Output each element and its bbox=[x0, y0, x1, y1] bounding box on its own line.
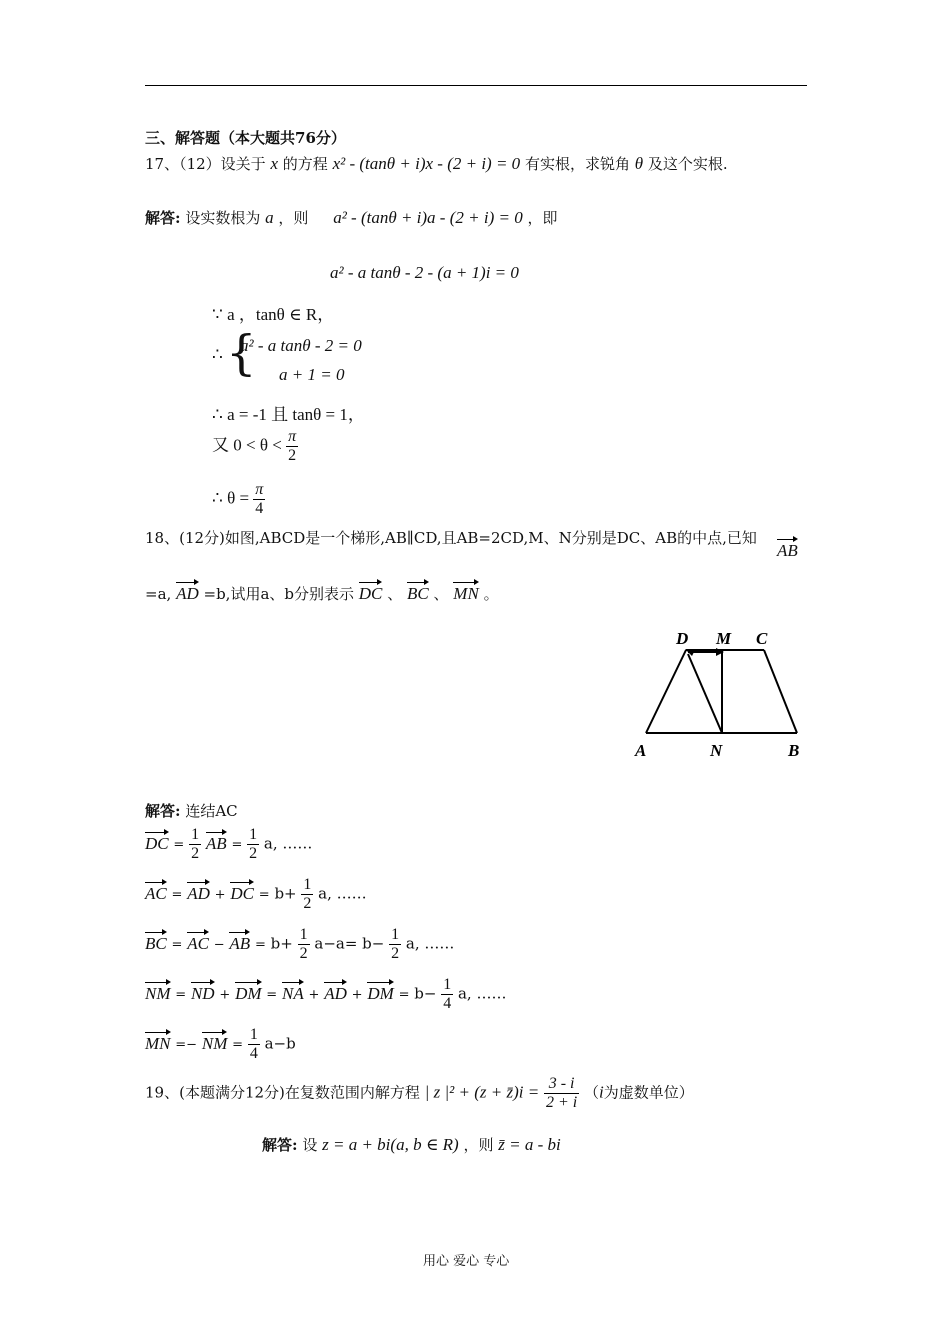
q17-step2-therefore: ∴ bbox=[212, 345, 223, 364]
q17-step5-a: ∴ θ = bbox=[212, 488, 250, 508]
q17-eq1: a² - (tanθ + i)a - (2 + i) = 0 bbox=[333, 208, 523, 227]
q17-step4-frac bbox=[286, 428, 298, 465]
q19-equation: | z |² + (z + z̄)i = bbox=[424, 1082, 540, 1102]
q17-answer-b: ，则 bbox=[278, 209, 309, 227]
q18-l3-mid1: b+ bbox=[270, 934, 293, 953]
q18-l1-f1d: 2 bbox=[191, 845, 200, 862]
q19-var-i: i bbox=[599, 1082, 604, 1102]
q18-l4-p2: + bbox=[308, 987, 320, 1003]
q18-l3-v1: BC bbox=[145, 930, 167, 954]
q18-answer-label: 解答: bbox=[145, 802, 181, 820]
q18-line2 bbox=[145, 876, 367, 913]
q17-sys1: a² - a tanθ - 2 = 0 bbox=[240, 336, 362, 355]
q18-sep2: 、 bbox=[433, 585, 449, 603]
q18-l5-eq2: = bbox=[232, 1037, 244, 1053]
q18-line4 bbox=[145, 976, 506, 1013]
q18-l2-v3: DC bbox=[230, 880, 254, 904]
q18-line3 bbox=[145, 926, 454, 963]
q19-answer-line bbox=[262, 1134, 561, 1155]
q17-var-x: x bbox=[270, 154, 279, 173]
q18-l3-eq1: = bbox=[171, 937, 183, 953]
q17-system bbox=[212, 325, 472, 393]
q18-vec-ab-wrap bbox=[777, 537, 798, 561]
q18-l3-f1n: 1 bbox=[299, 926, 308, 943]
q18-vec-mn: MN bbox=[453, 580, 479, 604]
q17-answer-a: 设实数根为 bbox=[185, 209, 261, 227]
q19-eq2: z̄ = a - bi bbox=[498, 1135, 561, 1154]
q18-l4-fn: 1 bbox=[443, 976, 452, 993]
q18-l2-v2: AD bbox=[187, 880, 210, 904]
q19-prompt bbox=[145, 1075, 694, 1112]
q17-step3: ∴ a = -1 且 tanθ = 1， bbox=[212, 405, 365, 424]
q18-l5-frac bbox=[248, 1026, 260, 1063]
q17-sys2: a + 1 = 0 bbox=[279, 365, 345, 384]
trapezoid-lines bbox=[646, 650, 797, 733]
trapezoid-figure bbox=[630, 625, 810, 765]
q18-sep1: 、 bbox=[387, 585, 403, 603]
q18-l3-eq2: = bbox=[254, 937, 266, 953]
q18-l1-frac2 bbox=[247, 826, 259, 863]
q18-l5-fd: 4 bbox=[249, 1045, 258, 1062]
q17-equation: x² - (tanθ + i)x - (2 + i) = 0 bbox=[332, 154, 521, 173]
q18-l4-p3: + bbox=[351, 987, 363, 1003]
label-b: B bbox=[788, 741, 800, 760]
segment-nd bbox=[688, 654, 722, 733]
q18-vec-ad: AD bbox=[176, 580, 199, 604]
q18-l2-plus: + bbox=[214, 887, 226, 903]
q17-step1: ∵ a ，tanθ ∈ R， bbox=[212, 305, 335, 324]
q18-l4-eq2: = bbox=[266, 987, 278, 1003]
label-a: A bbox=[635, 741, 647, 760]
q18-answer-line bbox=[145, 800, 238, 821]
q18-l2-fd: 2 bbox=[303, 895, 312, 912]
q18-vec-bc: BC bbox=[407, 580, 429, 604]
q19-frac-den: 2 + i bbox=[545, 1094, 578, 1111]
q18-l1-eq1: = bbox=[173, 837, 185, 853]
q18-l4-v6: DM bbox=[367, 980, 393, 1004]
q18-l3-mid2: a−a= b− bbox=[314, 934, 385, 953]
q18-l4-tail: a, …… bbox=[457, 984, 507, 1003]
q18-l1-v1: DC bbox=[145, 830, 169, 854]
q18-l5-eq1: =− bbox=[175, 1037, 198, 1053]
q17-prompt-d: 及这个实根. bbox=[647, 155, 728, 173]
label-c: C bbox=[756, 629, 768, 648]
label-n: N bbox=[710, 741, 723, 760]
label-d: D bbox=[676, 629, 689, 648]
q18-l2-fn: 1 bbox=[303, 876, 312, 893]
q17-step4-den: 2 bbox=[288, 447, 297, 464]
q18-l1-frac1 bbox=[189, 826, 201, 863]
q19-prompt-c: 为虚数单位） bbox=[603, 1083, 694, 1102]
q19-answer-a: 设 bbox=[302, 1136, 318, 1154]
q17-step5-num: π bbox=[255, 481, 264, 498]
q18-l5-tail: a−b bbox=[264, 1034, 296, 1053]
q18-l5-v2: NM bbox=[202, 1030, 228, 1054]
q18-l3-f2d: 2 bbox=[391, 945, 400, 962]
section-title: 三、解答题（本大题共76分） bbox=[145, 129, 346, 147]
q18-l5-v1: MN bbox=[145, 1030, 171, 1054]
header-rule bbox=[145, 85, 807, 86]
q18-l3-f1d: 2 bbox=[299, 945, 308, 962]
q18-l1-v2: AB bbox=[206, 830, 227, 854]
q17-step5-den: 4 bbox=[255, 500, 264, 517]
q17-var-theta: θ bbox=[634, 154, 644, 173]
q18-l1-tail: a, …… bbox=[263, 834, 313, 853]
q18-l2-v1: AC bbox=[145, 880, 167, 904]
page-footer: 用心 爱心 专心 bbox=[423, 1254, 510, 1269]
q17-prompt-b: 的方程 bbox=[282, 155, 328, 173]
q18-l4-mid: b− bbox=[414, 984, 437, 1003]
q18-l4-v4: NA bbox=[282, 980, 304, 1004]
q19-frac bbox=[544, 1075, 579, 1112]
q17-brace: { bbox=[226, 325, 257, 381]
q19-prompt-b: （ bbox=[584, 1083, 600, 1102]
q18-l2-eq2: = bbox=[258, 887, 270, 903]
q18-vec-dc: DC bbox=[359, 580, 383, 604]
q18-l5-fn: 1 bbox=[249, 1026, 258, 1043]
q17-answer-line bbox=[145, 207, 558, 228]
q18-l2-tail: a, …… bbox=[318, 884, 367, 903]
q18-l4-v5: AD bbox=[324, 980, 347, 1004]
label-m: M bbox=[716, 629, 732, 648]
q18-l3-frac2 bbox=[389, 926, 401, 963]
q18-l2-frac bbox=[301, 876, 313, 913]
q18-l4-v2: ND bbox=[191, 980, 215, 1004]
q18-prompt-c: =b,试用a、b分别表示 bbox=[203, 585, 354, 603]
q18-l4-eq1: = bbox=[175, 987, 187, 1003]
q19-frac-num: 3 - i bbox=[544, 1075, 579, 1094]
q19-answer-b: ，则 bbox=[463, 1136, 494, 1154]
q18-l3-v2: AC bbox=[187, 930, 209, 954]
q18-l2-eq1: = bbox=[171, 887, 183, 903]
q17-prompt bbox=[145, 153, 728, 174]
q18-l4-p1: + bbox=[219, 987, 231, 1003]
q18-l3-frac1 bbox=[298, 926, 310, 963]
q17-eq2: a² - a tanθ - 2 - (a + 1)i = 0 bbox=[330, 263, 519, 282]
q17-answer-label: 解答: bbox=[145, 209, 181, 227]
edge-ad bbox=[646, 650, 686, 733]
q17-step4 bbox=[212, 428, 298, 465]
q18-prompt-line2 bbox=[145, 580, 499, 604]
q18-line1 bbox=[145, 826, 312, 863]
q18-l3-f2n: 1 bbox=[391, 926, 400, 943]
q18-l3-tail: a, …… bbox=[405, 934, 455, 953]
q19-eq1: z = a + bi(a, b ∈ R) bbox=[322, 1135, 459, 1154]
q18-l4-frac bbox=[441, 976, 453, 1013]
q17-prompt-a: 17、（12）设关于 bbox=[145, 155, 266, 173]
q18-l4-v1: NM bbox=[145, 980, 171, 1004]
q17-var-a: a bbox=[265, 208, 274, 227]
q18-line5 bbox=[145, 1026, 296, 1063]
q18-prompt-a: 18、(12分)如图,ABCD是一个梯形,AB∥CD,且AB=2CD,M、N分别是DC、AB的中点,已知 bbox=[145, 529, 757, 547]
q18-l3-v3: AB bbox=[229, 930, 250, 954]
q18-l4-v3: DM bbox=[235, 980, 261, 1004]
q18-prompt-line1 bbox=[145, 527, 757, 548]
q17-answer-c: ，即 bbox=[527, 209, 558, 227]
q18-prompt-end: 。 bbox=[483, 585, 499, 603]
q19-prompt-a: 19、(本题满分12分)在复数范围内解方程 bbox=[145, 1083, 420, 1102]
q18-l1-f2n: 1 bbox=[249, 826, 258, 843]
q18-l4-fd: 4 bbox=[443, 995, 452, 1012]
q18-l3-minus: − bbox=[213, 937, 225, 953]
q18-l1-f2d: 2 bbox=[249, 845, 258, 862]
q17-step5 bbox=[212, 481, 265, 518]
q18-l1-f1n: 1 bbox=[191, 826, 200, 843]
q17-step5-frac bbox=[253, 481, 265, 518]
q18-vec-ab: AB bbox=[777, 537, 798, 561]
edge-cb bbox=[764, 650, 797, 733]
q19-answer-label: 解答: bbox=[262, 1136, 298, 1154]
q17-prompt-c: 有实根，求锐角 bbox=[524, 155, 630, 173]
q18-l2-mid: b+ bbox=[274, 884, 297, 903]
q18-l1-eq2: = bbox=[231, 837, 243, 853]
q18-l4-eq3: = bbox=[398, 987, 410, 1003]
q17-step4-a: 又 0 < θ < bbox=[212, 435, 282, 455]
q18-answer-intro: 连结AC bbox=[185, 802, 238, 820]
q18-prompt-b: =a, bbox=[145, 585, 172, 603]
q17-step4-num: π bbox=[288, 428, 297, 445]
